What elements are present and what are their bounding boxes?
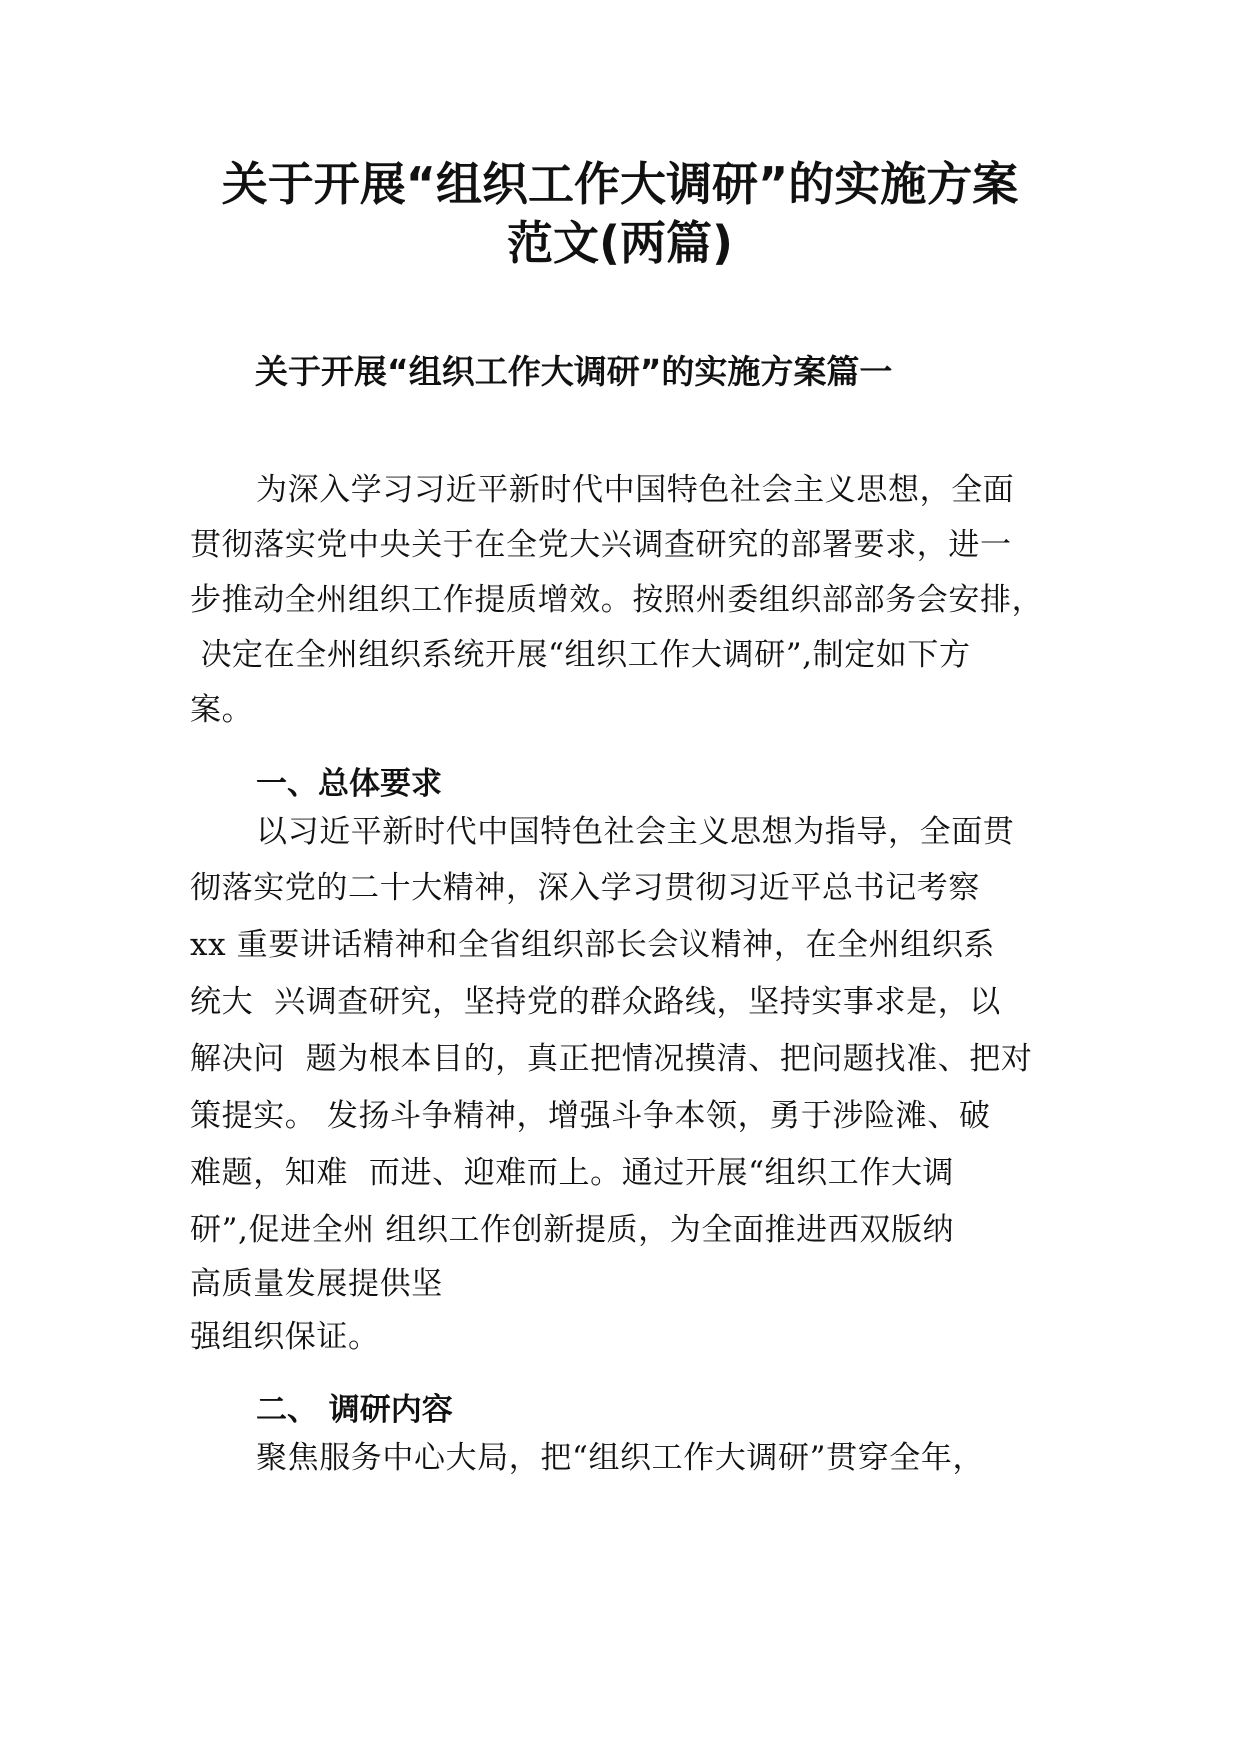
section-1-line-10: 强组织保证。 <box>190 1319 380 1355</box>
section-1-line-9: 高质量发展提供坚 <box>190 1266 443 1302</box>
section-1-heading: 一、总体要求 <box>256 766 442 802</box>
document-subtitle: 关于开展“组织工作大调研”的实施方案篇一 <box>255 352 893 391</box>
intro-line-1: 为深入学习习近平新时代中国特色社会主义思想，全面 <box>256 472 1015 508</box>
section-1-line-4: 统大 兴调查研究，坚持党的群众路线，坚持实事求是，以 <box>190 984 1001 1020</box>
section-1-line-7: 难题，知难 而进、迎难而上。通过开展“组织工作大调 <box>190 1155 955 1191</box>
intro-line-3: 步推动全州组织工作提质增效。按照州委组织部部务会安排， <box>190 582 1044 618</box>
document-title-line-2: 范文(两篇) <box>506 216 734 270</box>
section-2-heading: 二、 调研内容 <box>256 1392 453 1428</box>
intro-line-5: 案。 <box>190 692 254 728</box>
section-1-line-6: 策提实。 发扬斗争精神，增强斗争本领，勇于涉险滩、破 <box>190 1098 991 1134</box>
section-1-line-8: 研”,促进全州 组织工作创新提质，为全面推进西双版纳 <box>190 1212 955 1248</box>
section-1-line-5: 解决问 题为根本目的，真正把情况摸清、把问题找准、把对 <box>190 1041 1033 1077</box>
document-title-line-1: 关于开展“组织工作大调研”的实施方案 <box>221 157 1019 211</box>
section-1-line-3: xx 重要讲话精神和全省组织部长会议精神，在全州组织系 <box>190 927 996 963</box>
intro-line-4: 决定在全州组织系统开展“组织工作大调研”,制定如下方 <box>190 637 971 673</box>
intro-line-2: 贯彻落实党中央关于在全党大兴调查研究的部署要求，进一 <box>190 527 1012 563</box>
section-1-line-1: 以习近平新时代中国特色社会主义思想为指导，全面贯 <box>256 814 1015 850</box>
section-2-line-1: 聚焦服务中心大局，把“组织工作大调研”贯穿全年， <box>256 1440 985 1476</box>
section-1-line-2: 彻落实党的二十大精神，深入学习贯彻习近平总书记考察 <box>190 870 980 906</box>
